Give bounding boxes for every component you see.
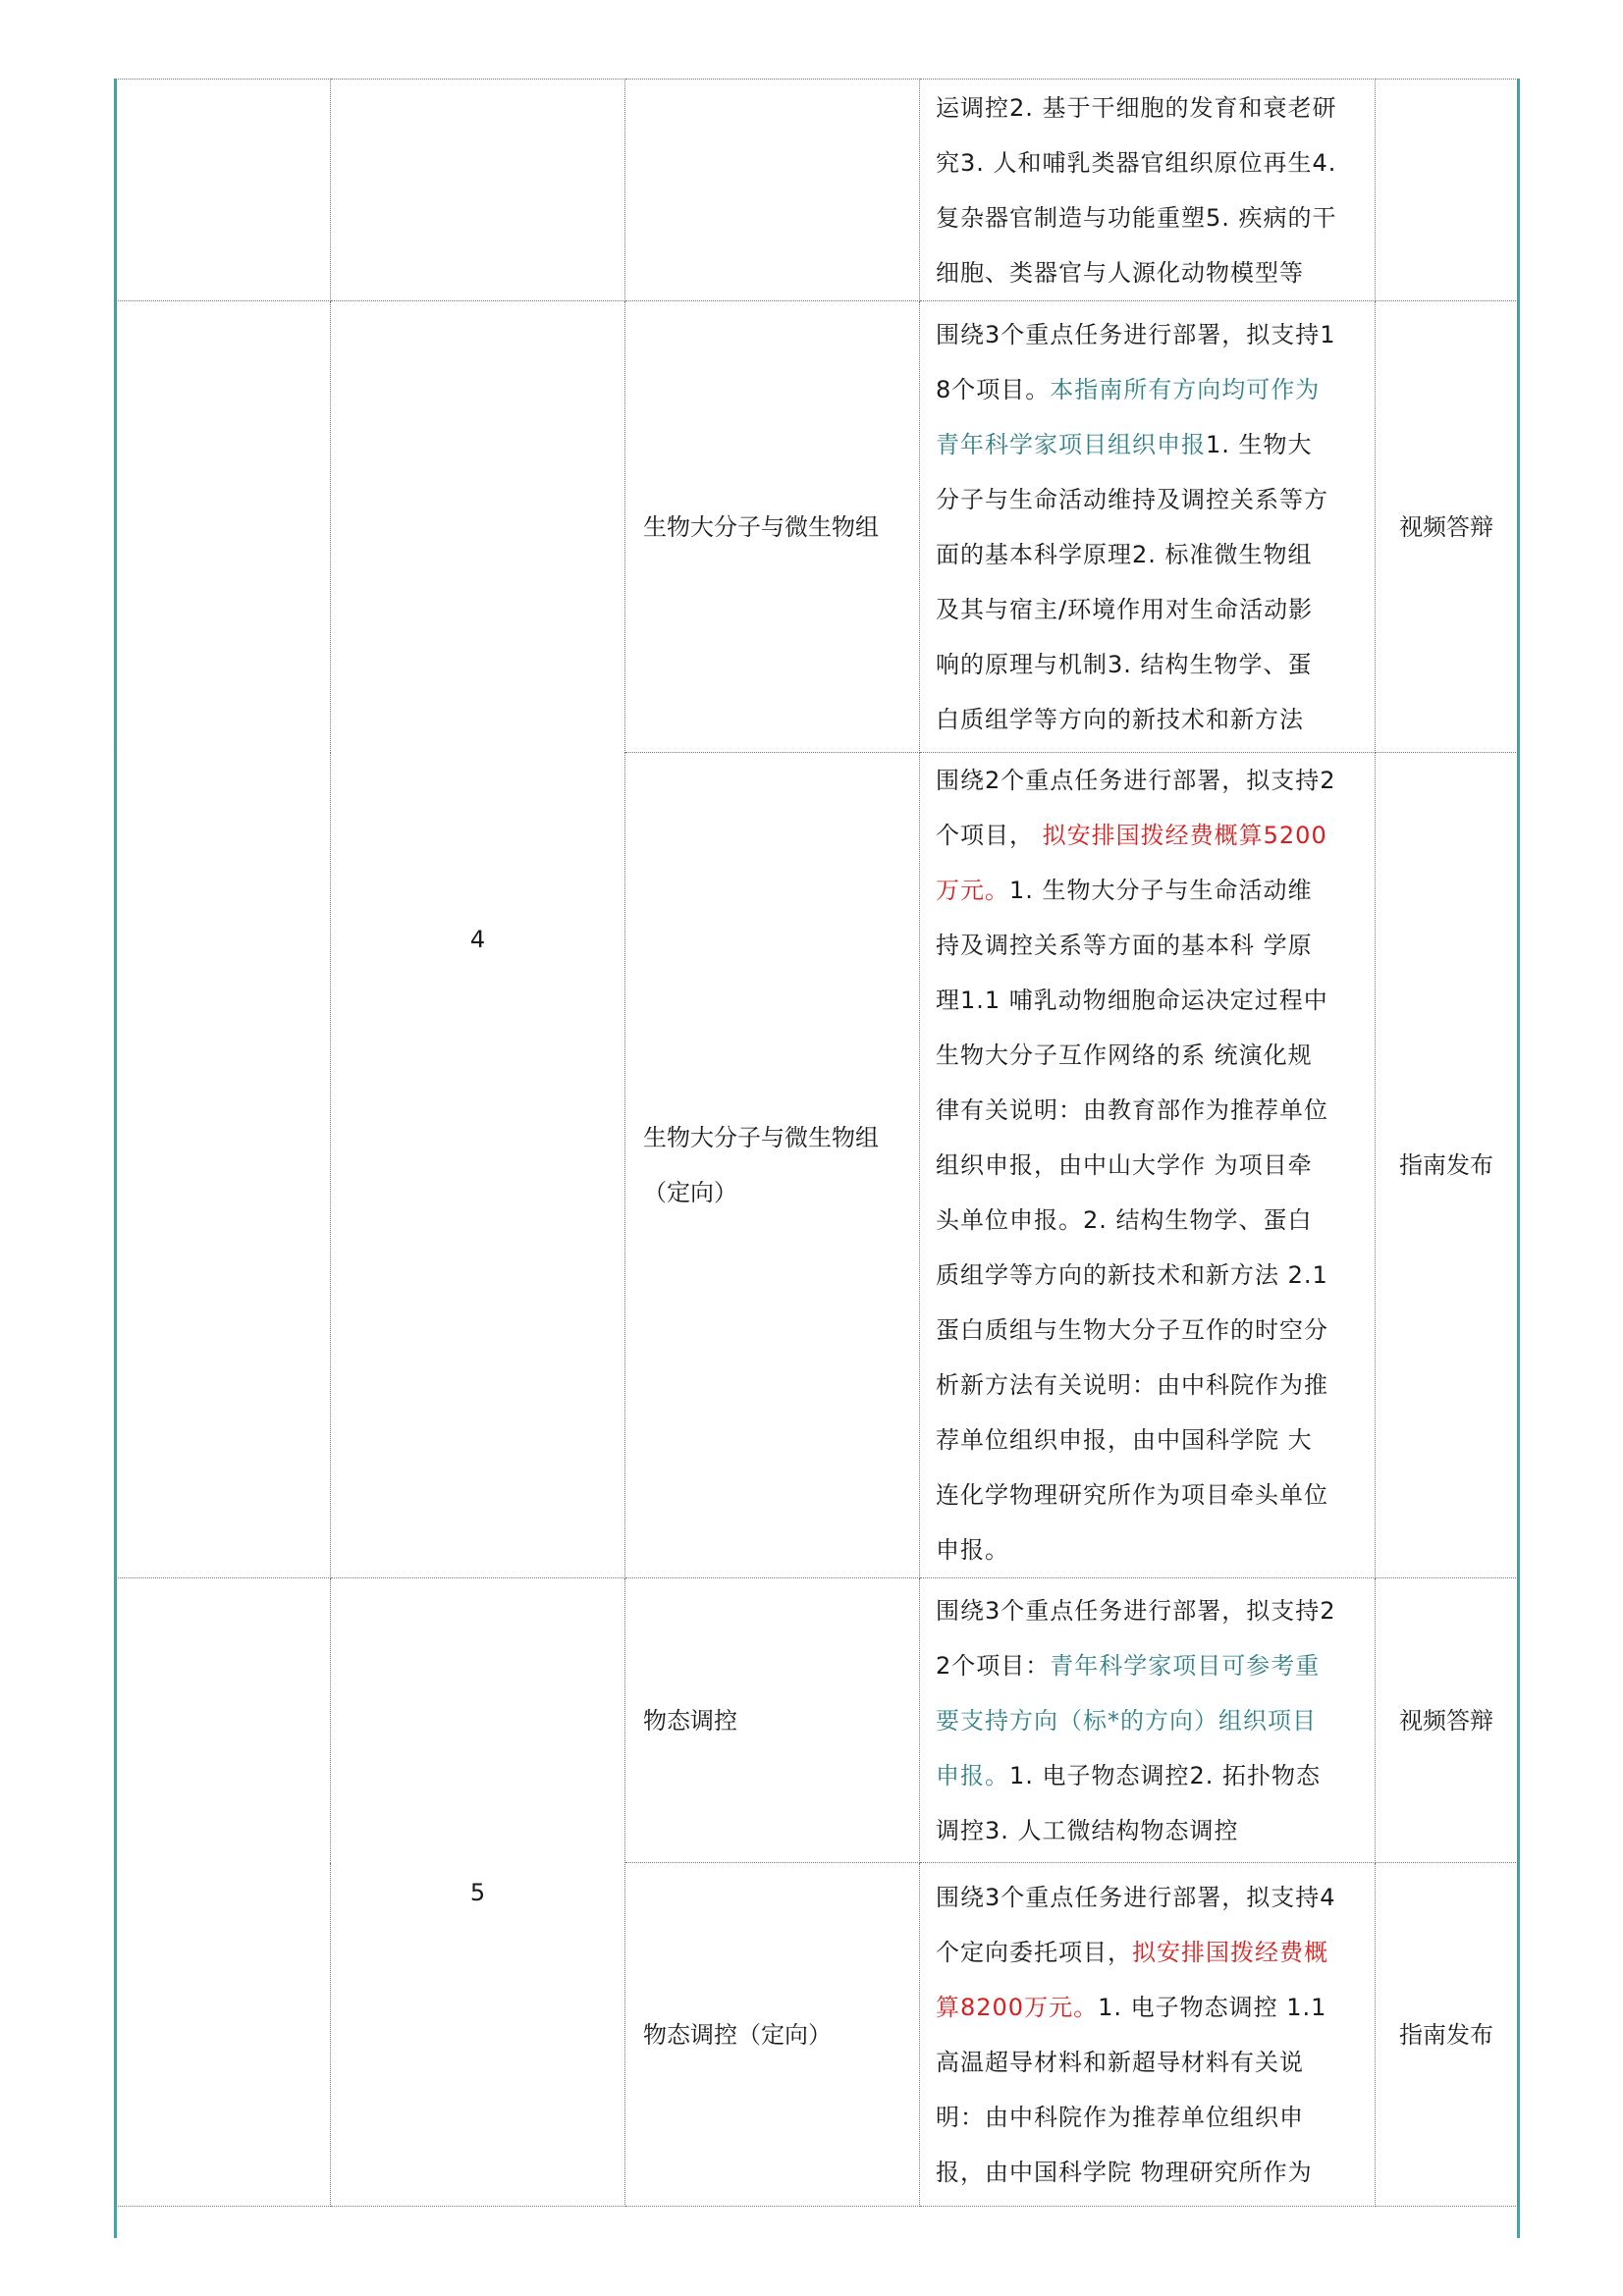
content-text: 1. 生物大: [1206, 430, 1313, 458]
highlight-text: 青年科学家项目可参考重: [1050, 1651, 1321, 1680]
content-text: 8个项目。: [936, 375, 1051, 403]
review-method: 视频答辩: [1399, 1706, 1493, 1735]
direction-name: 物态调控: [643, 1706, 737, 1735]
direction-name: 生物大分子与微生物组: [643, 1124, 879, 1151]
group-number: 5: [469, 1878, 486, 1906]
content-line: 响的原理与机制3. 结构生物学、蛋: [936, 650, 1313, 678]
group-number: 4: [469, 926, 486, 953]
content-line: 围绕3个重点任务进行部署，拟支持1: [936, 320, 1336, 348]
empty-cell: [117, 1578, 331, 2207]
method-cell: [1376, 80, 1518, 301]
direction-name: 物态调控（定向）: [643, 2020, 832, 2049]
content-line: 围绕2个重点任务进行部署，拟支持2: [936, 767, 1336, 794]
content-line: 律有关说明：由教育部作为推荐单位: [936, 1096, 1328, 1124]
content-line: 质组学等方向的新技术和新方法 2.1: [936, 1261, 1328, 1289]
direction-name-cell: [625, 301, 920, 753]
direction-name-cell: [625, 1863, 920, 2207]
content-line: [936, 417, 1361, 472]
review-method: 指南发布: [1399, 2020, 1493, 2049]
review-method: 视频答辩: [1399, 512, 1493, 541]
funding-text: 万元。: [936, 877, 1009, 904]
content-text: 1. 生物大分子与生命活动维: [1009, 877, 1313, 904]
content-line: 调控3. 人工微结构物态调控: [936, 1816, 1239, 1844]
method-cell: [1376, 1863, 1518, 2207]
content-line: 细胞、类器官与人源化动物模型等: [936, 258, 1304, 287]
direction-name-cell: [625, 80, 920, 301]
content-line: 复杂器官制造与功能重塑5. 疾病的干: [936, 203, 1337, 232]
content-line: 持及调控关系等方面的基本科 学原: [936, 932, 1313, 959]
content-cell: [920, 80, 1376, 301]
content-line: 及其与宿主/环境作用对生命活动影: [936, 595, 1314, 623]
highlight-text: 青年科学家项目组织申报: [936, 430, 1206, 458]
content-line: 蛋白质组与生物大分子互作的时空分: [936, 1316, 1328, 1344]
method-cell: [1376, 1578, 1518, 1863]
empty-cell: [117, 80, 331, 301]
content-line: 报，由中国科学院 物理研究所作为: [936, 2158, 1313, 2186]
content-line: 析新方法有关说明：由中科院作为推: [936, 1371, 1328, 1399]
content-line: [936, 1925, 1361, 1980]
content-text: 个定向委托项目，: [936, 1938, 1132, 1966]
review-method: 指南发布: [1399, 1151, 1493, 1179]
content-cell: [920, 1578, 1376, 1863]
project-guide-table: [116, 79, 1518, 2207]
content-line: 荐单位组织申报，由中国科学院 大: [936, 1426, 1313, 1454]
content-line: 明：由中科院作为推荐单位组织申: [936, 2103, 1304, 2131]
funding-text: 算8200万元。: [936, 1993, 1099, 2021]
content-line: 生物大分子互作网络的系 统演化规: [936, 1041, 1313, 1069]
content-text: 个项目，: [936, 822, 1043, 849]
content-line: 运调控2. 基于干细胞的发育和衰老研: [936, 93, 1337, 122]
content-text: 1. 电子物态调控2. 拓扑物态: [1009, 1761, 1322, 1789]
content-line: [936, 863, 1361, 918]
group-number-cell: [331, 1578, 625, 2207]
content-line: [936, 808, 1361, 863]
highlight-text: 申报。: [936, 1761, 1009, 1789]
table-row: [117, 80, 1518, 301]
table-row: [117, 1578, 1518, 1863]
group-number-cell: [331, 80, 625, 301]
content-line: 理1.1 哺乳动物细胞命运决定过程中: [936, 987, 1328, 1014]
content-cell: [920, 753, 1376, 1578]
content-line: 究3. 人和哺乳类器官组织原位再生4.: [936, 148, 1337, 177]
content-line: [936, 1980, 1361, 2035]
content-line: 白质组学等方向的新技术和新方法: [936, 705, 1304, 733]
content-text: 2个项目：: [936, 1651, 1051, 1680]
content-line: 围绕3个重点任务进行部署，拟支持4: [936, 1883, 1336, 1911]
direction-name-cell: [625, 753, 920, 1578]
content-line: 头单位申报。2. 结构生物学、蛋白: [936, 1206, 1313, 1234]
direction-name: 生物大分子与微生物组: [643, 512, 879, 541]
content-cell: [920, 1863, 1376, 2207]
content-text: 1. 电子物态调控 1.1: [1098, 1993, 1327, 2021]
funding-text: 拟安排国拨经费概算5200: [1042, 822, 1327, 849]
method-cell: [1376, 301, 1518, 753]
content-line: 高温超导材料和新超导材料有关说: [936, 2048, 1304, 2076]
content-line: 分子与生命活动维持及调控关系等方: [936, 485, 1328, 513]
empty-cell: [117, 301, 331, 1578]
content-line: [936, 1748, 1361, 1803]
content-line: [936, 1638, 1361, 1693]
content-cell: [920, 301, 1376, 753]
content-line: 要支持方向（标*的方向）组织项目: [936, 1706, 1317, 1735]
method-cell: [1376, 753, 1518, 1578]
content-line: 围绕3个重点任务进行部署，拟支持2: [936, 1596, 1336, 1625]
content-line: 组织申报，由中山大学作 为项目牵: [936, 1151, 1313, 1179]
direction-name-cell: [625, 1578, 920, 1863]
funding-text: 拟安排国拨经费概: [1132, 1938, 1328, 1966]
content-line: 申报。: [936, 1536, 1009, 1564]
content-line: 面的基本科学原理2. 标准微生物组: [936, 540, 1313, 568]
content-line: 连化学物理研究所作为项目牵头单位: [936, 1481, 1328, 1509]
table-row: [117, 301, 1518, 753]
content-line: [936, 362, 1361, 417]
group-number-cell: [331, 301, 625, 1578]
highlight-text: 本指南所有方向均可作为: [1050, 375, 1321, 403]
direction-name-suffix: （定向）: [643, 1179, 737, 1206]
